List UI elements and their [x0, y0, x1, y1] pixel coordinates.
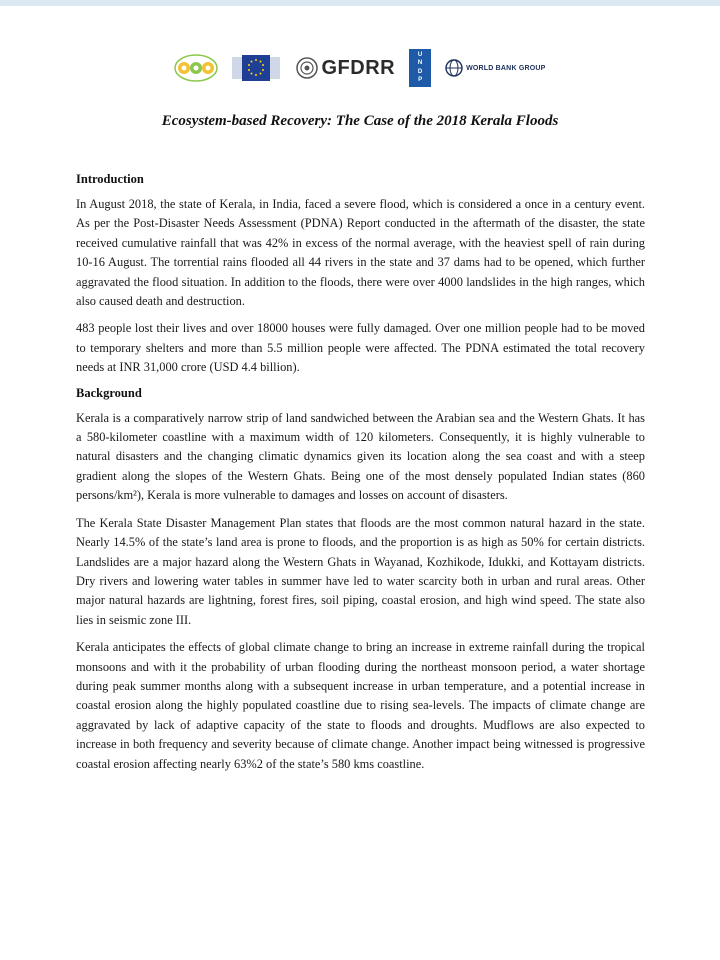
section-heading-introduction: Introduction	[76, 172, 144, 186]
world-bank-group-logo	[445, 59, 545, 77]
undp-letter: N	[417, 60, 423, 67]
world-bank-group-text: WORLD BANK GROUP	[466, 64, 546, 72]
undp-letter: U	[417, 52, 423, 58]
eu-flag-logo	[232, 53, 282, 83]
world-bank-globe-icon	[445, 59, 463, 77]
document-title: Ecosystem-based Recovery: The Case of the 2018 Kerala Floods	[161, 113, 559, 129]
undp-letter: P	[418, 76, 423, 83]
intro-paragraph-2: 483 people lost their lives and over 18000 houses were fully damaged. Over one million people had to be moved to temporary shelters and more than 5.5 million people were affected. The PDNA estimated the total recovery needs at INR 31,000 crore (USD 4.4 billion).	[76, 321, 645, 375]
gfdrr-logo-text: GFDRR	[321, 56, 396, 79]
eco-logo	[174, 53, 218, 83]
undp-logo	[409, 49, 431, 87]
document-body	[76, 172, 645, 782]
gfdrr-globe-icon	[296, 57, 318, 79]
background-paragraph-2: The Kerala State Disaster Management Plan states that floods are the most common natural hazard in the state. Nearly 14.5% of the state’s land area is prone to floods, and the proportion is as high as 50% for certain districts. Landslides are a major hazard along the Western Ghats in Wayanad, Kozhikode, Idukki, and Kottayam districts. Dry rivers and lowering water tables in summer have led to water scarcity both in urban and rural areas. Other major natural hazards are lightning, forest fires, soil piping, coastal erosion, and high wind speed. The state also lies in seismic zone III.	[76, 515, 645, 627]
background-paragraph-1: Kerala is a comparatively narrow strip of land sandwiched between the Arabian sea and the Western Ghats. It has a 580-kilometer coastline with a maximum width of 120 kilometers. Consequently, it is highly vulnerable to natural disasters and the changing climatic dynamics given its location along the sea coast and with a steep gradient along the slopes of the Western Ghats. Being one of the most densely populated Indian states (860 persons/km²), Kerala is more vulnerable to damages and losses on account of disasters.	[76, 410, 645, 503]
background-paragraph-3: Kerala anticipates the effects of global climate change to bring an increase in extreme rainfall during the tropical monsoons and with it the probability of urban flooding during the northeast monsoon period, a water shortage during peak summer months along with a subsequent increase in urban temperature, and a potential increase in coastal erosion along the highly populated coastline due to rising sea-levels. The impacts of climate change are aggravated by lack of adaptive capacity of the state to floods and droughts. Mudflows are also expected to increase in both frequency and severity because of climate change. Another impact being witnessed is progressive coastal erosion affecting nearly 63%2 of the state’s 580 kms coastline.	[76, 640, 645, 771]
gfdrr-logo	[296, 57, 395, 80]
section-heading-background: Background	[76, 385, 142, 400]
intro-paragraph-1: In August 2018, the state of Kerala, in India, faced a severe flood, which is considered a once in a century event. As per the Post-Disaster Needs Assessment (PDNA) Report conducted in the aftermath of the disaster, the state received cumulative rainfall that was 42% in excess of the normal average, with the heaviest spell of rain during 10-16 August. The torrential rains flooded all 44 rivers in the state and 37 dams had to be opened, which further aggravated the flood situation. In addition to the floods, there were over 4000 landslides in the high ranges, which also caused death and destruction.	[76, 197, 645, 309]
top-accent-bar	[0, 0, 720, 6]
undp-letter: D	[417, 68, 423, 75]
partner-logos	[0, 46, 720, 90]
